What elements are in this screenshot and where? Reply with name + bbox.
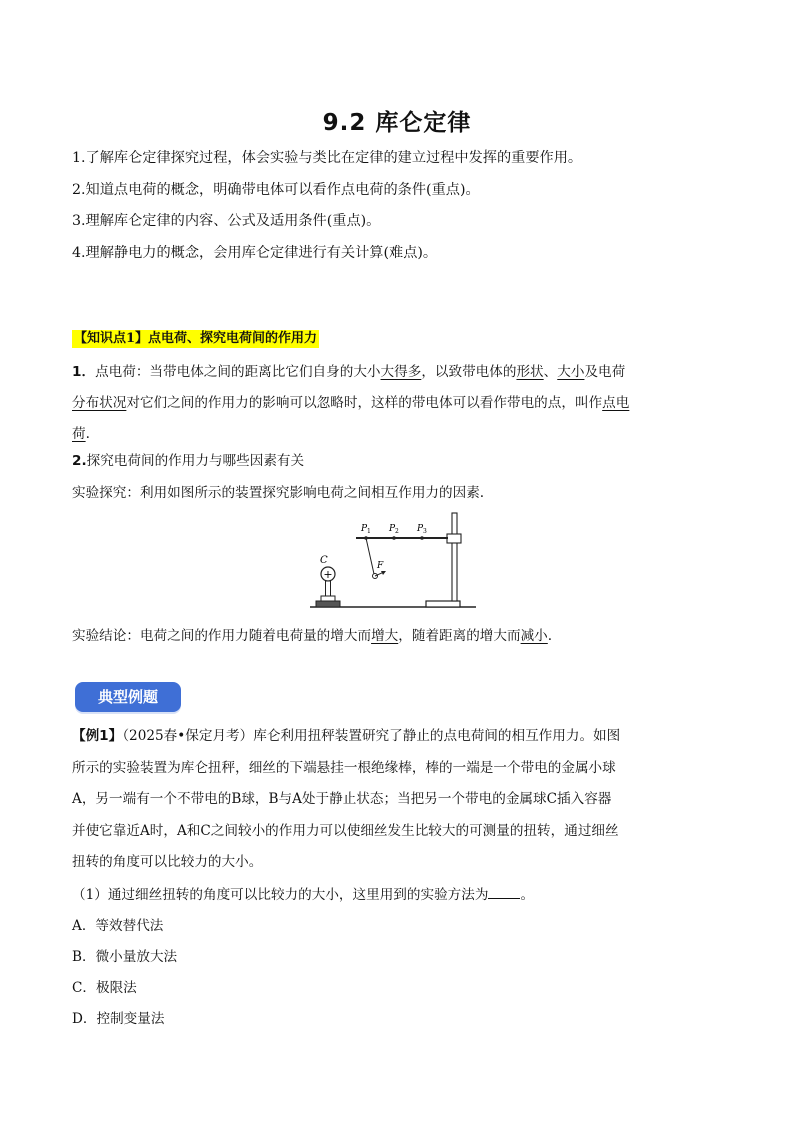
example-line: 并使它靠近A时，A和C之间较小的作用力可以使细丝发生比较大的可测量的扭转，通过细丝 (72, 822, 619, 839)
option-b[interactable]: B．微小量放大法 (72, 949, 178, 965)
text-span: （2025春•保定月考）库仑利用扭秤装置研究了静止的点电荷间的相互作用力。如图 (122, 728, 621, 744)
label-p1: P (361, 524, 368, 534)
question-block (72, 880, 724, 1035)
typical-examples-badge: 典型例题 (75, 682, 181, 712)
learning-objectives (72, 143, 582, 269)
text-span: ，随着距离的增大而 (398, 628, 521, 644)
experiment-figure (308, 510, 478, 612)
text-span: 实验结论：电荷之间的作用力随着电荷量的增大而 (72, 628, 372, 644)
label-c: C (320, 555, 328, 566)
knowledge-point-tag: 【知识点1】点电荷、探究电荷间的作用力 (74, 331, 318, 346)
underlined-answer: 形状 (516, 364, 544, 380)
example-line: 所示的实验装置为库仑扭秤，细丝的下端悬挂一根绝缘棒，棒的一端是一个带电的金属小球 (72, 759, 616, 776)
label-p3-sub: 3 (423, 528, 427, 535)
label-p3: P (417, 524, 424, 534)
underlined-answer: 分布状况 (72, 395, 127, 411)
example-line: A，另一端有一个不带电的B球，B与A处于静止状态；当把另一个带电的金属球C插入容器 (72, 791, 612, 807)
answer-blank[interactable] (488, 886, 520, 899)
option-d[interactable]: D．控制变量法 (72, 1011, 165, 1027)
objective-item: 1.了解库仑定律探究过程，体会实验与类比在定律的建立过程中发挥的重要作用。 (72, 150, 583, 166)
experiment-text: 实验探究：利用如图所示的装置探究影响电荷之间相互作用力的因素. (72, 485, 485, 501)
label-p2: P (389, 524, 396, 534)
text-span: . (547, 628, 553, 644)
page-title: 9.2 库仑定律 (322, 110, 472, 136)
text-span: 对它们之间的作用力的影响可以忽略时，这样的带电体可以看作带电的点，叫作 (126, 395, 603, 411)
example-1 (72, 721, 724, 879)
experiment-conclusion (72, 625, 724, 647)
underlined-answer: 大小 (557, 364, 585, 380)
question-text: （1）通过细丝扭转的角度可以比较力的大小，这里用到的实验方法为 (72, 887, 489, 903)
item-number: 2. (72, 453, 87, 469)
underlined-answer: 增大 (371, 628, 399, 644)
underlined-answer: 大得多 (380, 364, 422, 380)
underlined-answer: 减小 (520, 628, 548, 644)
underlined-answer: 荷 (72, 426, 86, 442)
text-span: 探究电荷间的作用力与哪些因素有关 (86, 453, 305, 469)
example-line: 扭转的角度可以比较力的大小。 (72, 854, 263, 870)
objective-item: 4.理解静电力的概念，会用库仑定律进行有关计算(难点)。 (72, 244, 438, 261)
item-number: 1． (72, 364, 96, 380)
plus-sign: + (323, 568, 333, 581)
label-f: F (377, 561, 384, 571)
option-a[interactable]: A．等效替代法 (72, 918, 164, 934)
text-span: 及电荷 (584, 364, 626, 380)
text-span: . (85, 426, 90, 442)
text-span: 。 (520, 887, 535, 903)
example-tag: 【例1】 (72, 728, 123, 744)
objective-item: 3.理解库仑定律的内容、公式及适用条件(重点)。 (72, 213, 381, 229)
label-p1-sub: 1 (367, 528, 371, 535)
underlined-answer: 点电 (602, 395, 630, 411)
objective-item: 2.知道点电荷的概念，明确带电体可以看作点电荷的条件(重点)。 (72, 181, 480, 198)
section-heading-2 (72, 450, 724, 472)
option-c[interactable]: C．极限法 (72, 980, 137, 996)
label-p2-sub: 2 (395, 528, 399, 535)
text-span: 点电荷：当带电体之间的距离比它们自身的大小 (95, 364, 381, 380)
text-span: 、 (543, 364, 558, 380)
point-charge-definition (72, 357, 724, 450)
text-span: ，以致带电体的 (421, 364, 517, 380)
